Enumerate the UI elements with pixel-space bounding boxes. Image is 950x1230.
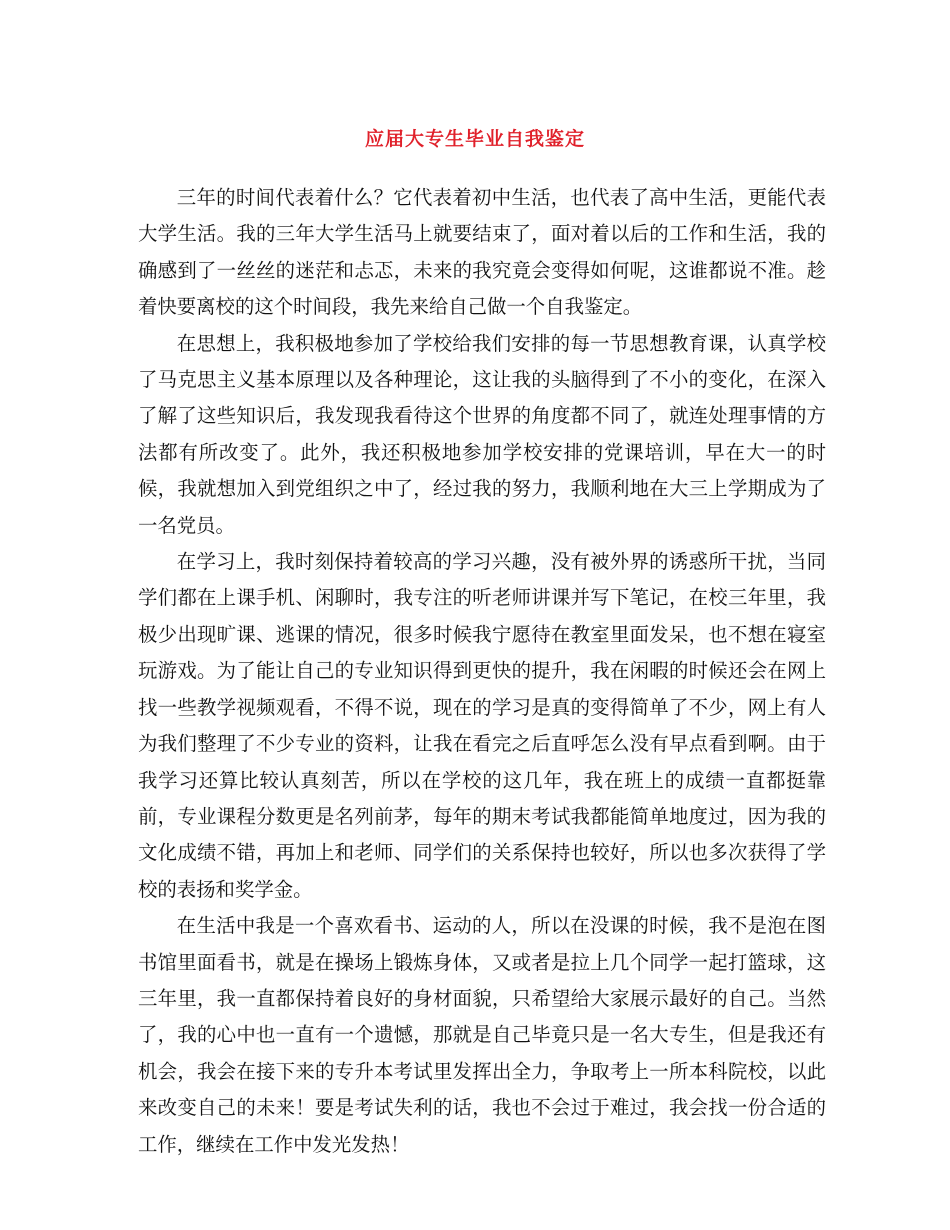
paragraph-study: 在学习上，我时刻保持着较高的学习兴趣，没有被外界的诱惑所干扰，当同学们都在上课手机、闲聊时，我专注的听老师讲课并写下笔记，在校三年里，我极少出现旷课、逃课的情况，很多时候我宁愿待在教室里面发呆，也不想在寝室玩游戏。为了能让自己的专业知识得到更快的提升，我在闲暇的时候还会在网上找一些教学视频观看，不得不说，现在的学习是真的变得简单了不少，网上有人为我们整理了不少专业的资料，让我在看完之后直呼怎么没有早点看到啊。由于我学习还算比较认真刻苦，所以在学校的这几年，我在班上的成绩一直都挺靠前，专业课程分数更是名列前茅，每年的期末考试我都能简单地度过，因为我的文化成绩不错，再加上和老师、同学们的关系保持也较好，所以也多次获得了学校的表扬和奖学金。 (138, 550, 826, 901)
paragraph-life: 在生活中我是一个喜欢看书、运动的人，所以在没课的时候，我不是泡在图书馆里面看书，就是在操场上锻炼身体，又或者是拉上几个同学一起打篮球，这三年里，我一直都保持着良好的身材面貌，只希望给大家展示最好的自己。当然了，我的心中也一直有一个遗憾，那就是自己毕竟只是一名大专生，但是我还有机会，我会在接下来的专升本考试里发挥出全力，争取考上一所本科院校，以此来改变自己的未来！要是考试失利的话，我也不会过于难过，我会找一份合适的工作，继续在工作中发光发热！ (138, 914, 826, 1156)
document-title: 应届大专生毕业自我鉴定 (364, 128, 585, 150)
document-body (138, 180, 826, 1163)
paragraph-intro: 三年的时间代表着什么？它代表着初中生活，也代表了高中生活，更能代表大学生活。我的三年大学生活马上就要结束了，面对着以后的工作和生活，我的确感到了一丝丝的迷茫和忐忑，未来的我究竟会变得如何呢，这谁都说不准。趁着快要离校的这个时间段，我先来给自己做一个自我鉴定。 (138, 186, 826, 319)
paragraph-ideology: 在思想上，我积极地参加了学校给我们安排的每一节思想教育课，认真学校了马克思主义基本原理以及各种理论，这让我的头脑得到了不小的变化，在深入了解了这些知识后，我发现我看待这个世界的角度都不同了，就连处理事情的方法都有所改变了。此外，我还积极地参加学校安排的党课培训，早在大一的时候，我就想加入到党组织之中了，经过我的努力，我顺利地在大三上学期成为了一名党员。 (138, 331, 826, 537)
